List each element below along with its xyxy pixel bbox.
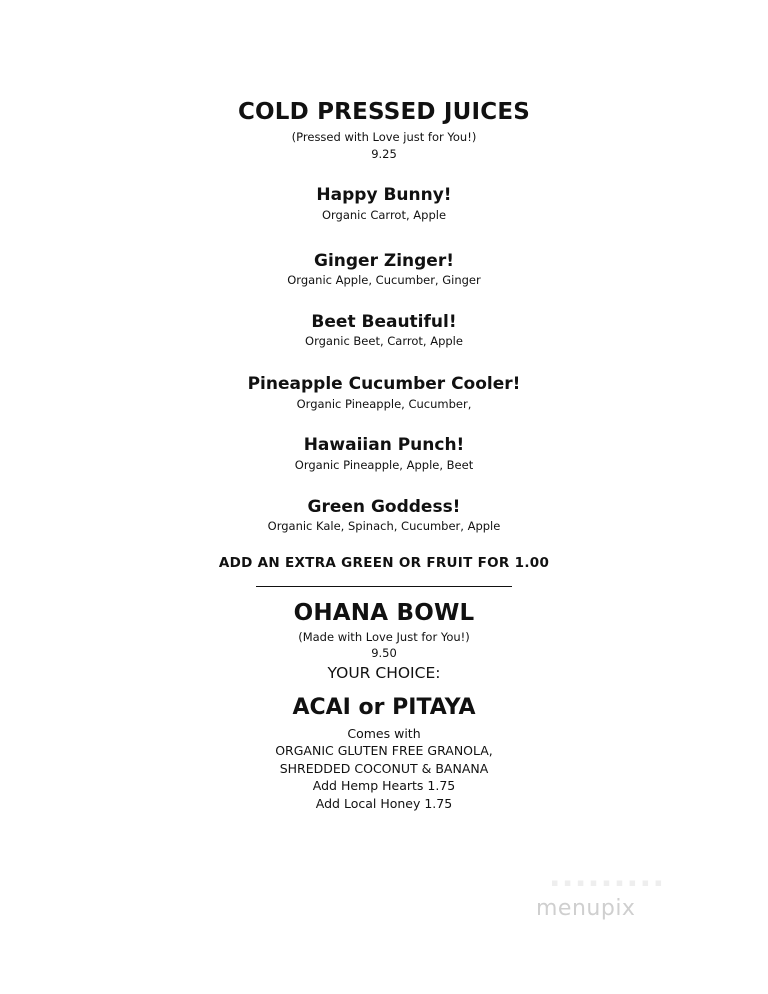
menu-item-description: Organic Kale, Spinach, Cucumber, Apple [267,519,501,533]
section-divider [256,586,512,587]
bowl-detail: ORGANIC GLUTEN FREE GRANOLA, [275,743,493,758]
menupix-watermark [520,872,690,932]
menu-item-name: Happy Bunny! [316,185,452,205]
bowl-title: OHANA BOWL [293,600,475,626]
bowl-subtitle: (Made with Love Just for You!) [298,630,470,644]
menu-item-name: Pineapple Cucumber Cooler! [247,374,521,394]
juices-title: COLD PRESSED JUICES [237,99,531,125]
bowl-detail: Comes with [347,726,421,741]
bowl-options: ACAI or PITAYA [292,695,476,720]
juices-subtitle: (Pressed with Love just for You!) [291,130,477,144]
bowl-detail: Add Hemp Hearts 1.75 [312,778,456,793]
menu-item-description: Organic Pineapple, Cucumber, [296,397,472,411]
bowl-choice-label: YOUR CHOICE: [327,664,441,682]
menu-item-name: Green Goddess! [307,497,461,517]
bowl-detail: SHREDDED COCONUT & BANANA [279,761,489,776]
watermark-faint-strip: ▪ ▪ ▪ ▪ ▪ ▪ ▪ ▪ ▪ [550,876,664,889]
menu-item-description: Organic Carrot, Apple [321,208,447,222]
menu-item-name: Beet Beautiful! [311,312,457,332]
extra-addon-note: ADD AN EXTRA GREEN OR FRUIT FOR 1.00 [218,555,550,571]
juices-price: 9.25 [371,147,397,161]
menu-item-description: Organic Apple, Cucumber, Ginger [287,273,481,287]
menu-item-name: Ginger Zinger! [314,251,454,271]
menu-item-description: Organic Pineapple, Apple, Beet [294,458,474,472]
bowl-price: 9.50 [371,646,397,660]
menu-item-description: Organic Beet, Carrot, Apple [305,334,463,348]
bowl-detail: Add Local Honey 1.75 [315,796,453,811]
watermark-logo-text: menupix [536,896,636,921]
menu-item-name: Hawaiian Punch! [303,435,465,455]
